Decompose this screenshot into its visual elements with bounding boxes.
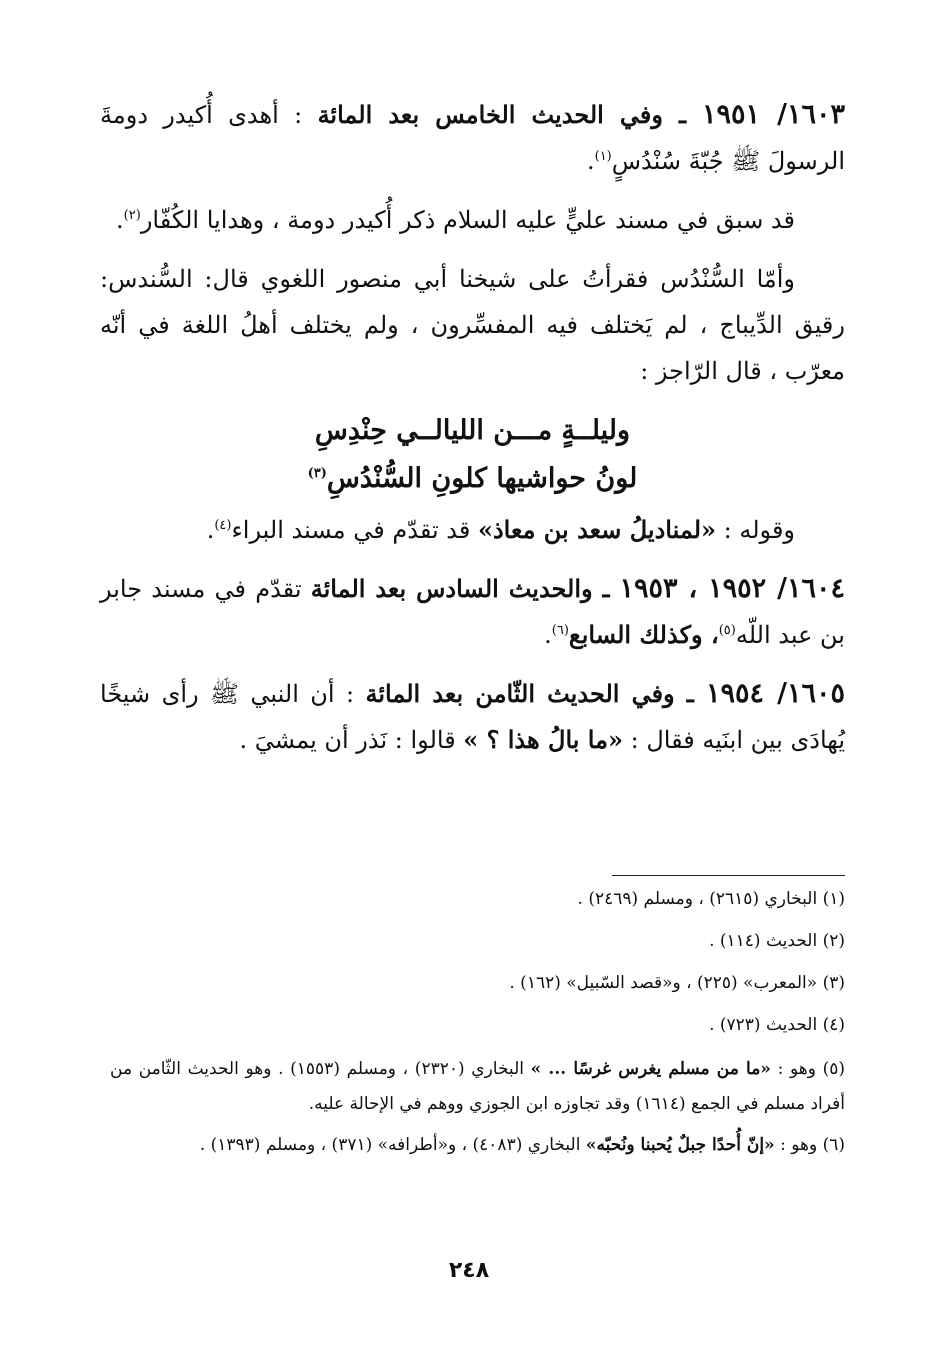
footnote-3: (٣) «المعرب» (٢٢٥) ، و«قصد السّبيل» (١٦٢) . <box>509 973 845 993</box>
footnote-ref-4[interactable]: (٤) <box>214 518 232 533</box>
hadith-heading: ـ وفي الحديث الخامس بعد المائة <box>317 100 703 129</box>
page-body <box>100 92 845 776</box>
quoted-phrase: «لمناديلُ سعد بن معاذ» <box>477 515 717 544</box>
hadith-number: ١٦٠٥/ ١٩٥٤ <box>705 678 846 709</box>
paragraph-mandil: وقوله : «لمناديلُ سعد بن معاذ» قد تقدّم في مسند البراء$^{(٤)}$. <box>206 515 795 544</box>
verse-line-2: لونُ حواشيها كلونِ السُّنْدُسِ$^{(٣)}$ <box>307 463 638 494</box>
footnote-6: (٦) وهو : «إنّ أُحدًا جبلٌ يُحبنا ونُحبّه» البخاري (٤٠٨٣) ، و«أطرافه» (٣٧١) ، ومسلم (١٣٩٣) . <box>199 1135 845 1155</box>
footnote-ref-5[interactable]: (٥) <box>718 623 736 638</box>
paragraph-sundus-definition <box>100 256 845 394</box>
poetry-verse <box>100 407 845 503</box>
hadith-heading: ـ وفي الحديث الثّامن بعد المائة <box>365 679 706 708</box>
definition-text: وأمّا السُّنْدُس فقرأتُ على شيخنا أبي منصور اللغوي قال: السُّندس: رقيق الدِّيباج ، لم يَختلف فيه المفسِّرون ، ولم يختلف أهلُ اللغة في أنّه معرّب ، قال الرّاجز : <box>100 265 845 385</box>
footnote-ref-6[interactable]: (٦) <box>551 623 569 638</box>
hadith-heading: ـ والحديث السادس بعد المائة <box>310 574 620 603</box>
quoted-phrase: «ما بالُ هذا ؟ » <box>463 725 623 754</box>
hadith-number: ١٦٠٣/ ١٩٥١ <box>702 99 845 130</box>
footnote-ref-1[interactable]: (١) <box>594 149 612 164</box>
footnote-1: (١) البخاري (٢٦١٥) ، ومسلم (٢٤٦٩) . <box>577 889 845 909</box>
footnotes <box>110 878 845 1163</box>
hadith-number: ١٦٠٤/ ١٩٥٢ ، ١٩٥٣ <box>619 573 845 604</box>
verse-line-1: وليلــةٍ مـــن الليالــي حِنْدِسِ <box>314 415 631 446</box>
footnote-ref-2[interactable]: (٢) <box>123 208 141 223</box>
footnote-5: (٥) وهو : «ما من مسلم يغرس غرسًا ... » البخاري (٢٣٢٠) ، ومسلم (١٥٥٣) . وهو الحديث الثّامن من أفراد مسلم في الجمع (١٦١٤) وقد تجاوزه ابن الجوزي ووهم في الإحالة عليه. <box>110 1059 845 1114</box>
footnote-ref-3[interactable]: (٣) <box>307 466 327 481</box>
paragraph-hadith-1604: ١٦٠٤/ ١٩٥٢ ، ١٩٥٣ ـ والحديث السادس بعد المائة تقدّم في مسند جابر بن عبد اللّه$^{(٥)}$، وكذلك السابع$^{(٦)}$. <box>100 573 845 649</box>
paragraph-hadith-1605: ١٦٠٥/ ١٩٥٤ ـ وفي الحديث الثّامن بعد المائة : أن النبي ﷺ رأى شيخًا يُهادَى بين ابنَيه فقال : «ما بالُ هذا ؟ » قالوا : نَذر أن يمشيَ . <box>100 678 846 754</box>
footnote-divider <box>612 875 845 876</box>
paragraph-hadith-1603: ١٦٠٣/ ١٩٥١ ـ وفي الحديث الخامس بعد المائة : أهدى أُكيدر دومةَ الرسولَ ﷺ جُبّةَ سُنْدُسٍ$^{(١)}$. <box>100 99 845 175</box>
hadith-text: : أهدى أُكيدر دومةَ الرسولَ ﷺ جُبّةَ سُنْدُسٍ <box>100 101 845 175</box>
footnote-2: (٢) الحديث (١١٤) . <box>709 931 845 951</box>
footnote-4: (٤) الحديث (٧٢٣) . <box>709 1015 845 1035</box>
commentary-text: قد سبق في مسند عليٍّ عليه السلام ذكر أُكيدر دومة ، وهدايا الكُفّار <box>140 206 795 234</box>
paragraph-commentary-1: قد سبق في مسند عليٍّ عليه السلام ذكر أُكيدر دومة ، وهدايا الكُفّار$^{(٢)}$. <box>116 206 795 234</box>
page-number: ٢٤٨ <box>448 1258 490 1283</box>
